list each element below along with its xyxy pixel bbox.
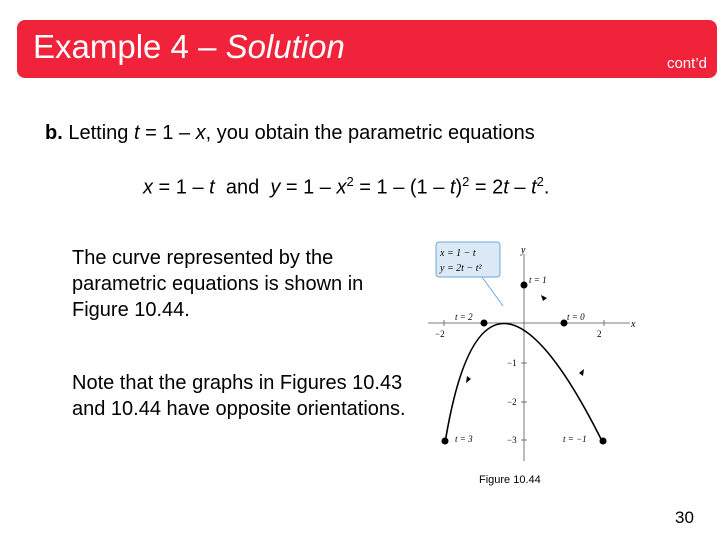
box-line-1: x = 1 − t (440, 248, 476, 259)
text-run: = 1 – (139, 122, 196, 144)
text-run: = 1 – (280, 176, 337, 199)
curve-description: The curve represented by the parametric equations is shown in Figure 10.44. (72, 247, 364, 321)
exponent: 2 (346, 174, 354, 189)
figure-caption: Figure 10.44 (479, 474, 541, 486)
text-run: = 1 – (153, 176, 210, 199)
statement-line (45, 122, 535, 145)
figure-10-44 (425, 236, 650, 468)
part-label: b. (45, 122, 63, 144)
text-run: , you obtain the parametric equations (205, 122, 535, 144)
text-run: = 2 (469, 176, 504, 199)
slide-title (33, 28, 345, 66)
direction-arrow (541, 295, 547, 301)
x-tick-label: 2 (597, 329, 602, 339)
var-x: x (195, 122, 206, 144)
direction-arrow (579, 369, 584, 376)
exponent: 2 (462, 174, 470, 189)
var-x: x (143, 176, 153, 199)
text-run: = 1 – (1 – (353, 176, 450, 199)
var-y: y (270, 176, 281, 199)
title-main: Example 4 – (33, 28, 226, 65)
page-number: 30 (675, 508, 694, 527)
var-t: t (503, 176, 509, 199)
var-t: t (133, 122, 140, 144)
y-axis-label: y (521, 245, 526, 256)
text-run: . (543, 176, 550, 199)
orientation-note: Note that the graphs in Figures 10.43 and 10.44 have opposite orientations. (72, 372, 406, 420)
label-t1: t = 1 (529, 275, 547, 285)
title-italic: Solution (225, 28, 345, 65)
var-x: x (336, 176, 347, 199)
point-t3 (442, 438, 449, 445)
point-t2 (481, 320, 488, 327)
text-run: Letting (62, 122, 134, 144)
label-tneg1: t = −1 (563, 434, 587, 444)
title-bar (17, 20, 717, 78)
parametric-equations (143, 174, 549, 200)
box-pointer (482, 277, 503, 306)
continued-label: cont’d (666, 55, 707, 72)
x-tick-label: −2 (435, 329, 445, 339)
box-line-2: y = 2t − t² (440, 263, 482, 274)
label-t3: t = 3 (455, 434, 473, 444)
var-t: t (531, 176, 537, 199)
var-t: t (449, 176, 456, 199)
point-t1 (521, 282, 528, 289)
label-t0: t = 0 (567, 312, 585, 322)
y-tick-label: −3 (507, 435, 517, 445)
text-run: ) (455, 176, 463, 199)
exponent: 2 (536, 174, 544, 189)
point-tneg1 (600, 438, 607, 445)
y-tick-label: −2 (507, 397, 517, 407)
direction-arrow (466, 376, 471, 383)
text-run: – (508, 176, 532, 199)
text-run: and (214, 176, 271, 199)
y-tick-label: −1 (507, 358, 517, 368)
label-t2: t = 2 (455, 312, 473, 322)
x-axis-label: x (631, 319, 636, 330)
var-t: t (209, 176, 215, 199)
